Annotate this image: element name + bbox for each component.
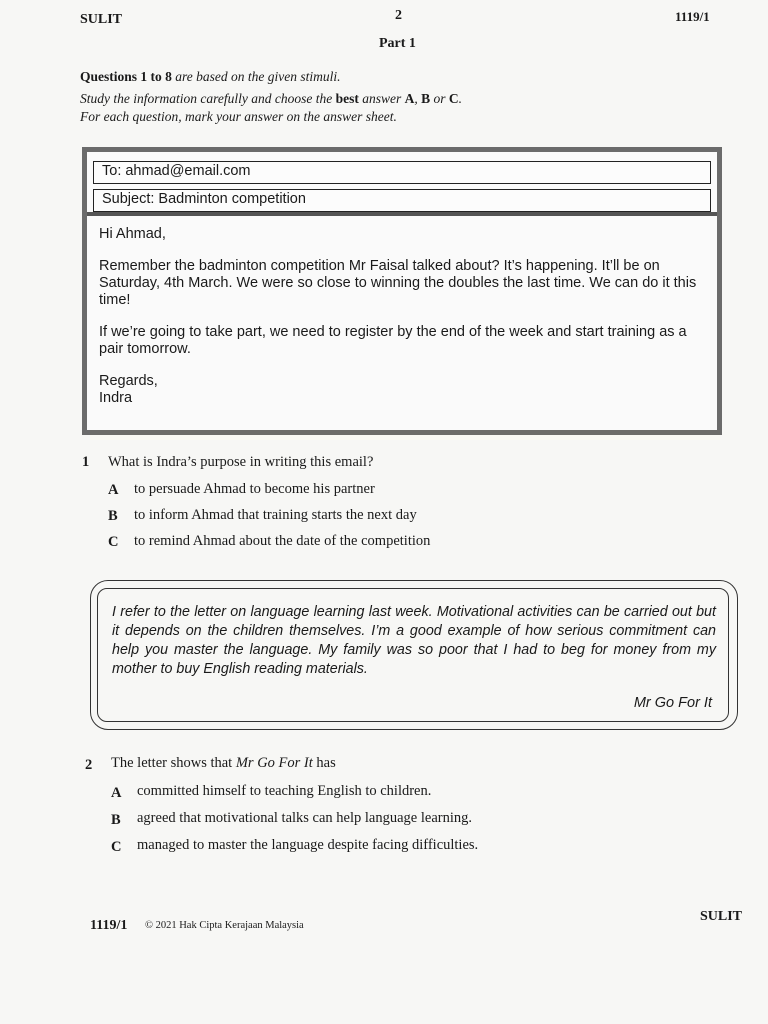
email-stimulus [82, 147, 722, 435]
part-title: Part 1 [379, 36, 416, 51]
instr-C: C [448, 91, 459, 106]
header-sulit: SULIT [80, 12, 123, 27]
q2-option-B-text[interactable]: agreed that motivational talks can help language learning. [137, 810, 472, 826]
page-number: 2 [395, 8, 402, 23]
letter-stimulus [90, 580, 738, 730]
q1-option-A-text[interactable]: to persuade Ahmad to become his partner [134, 481, 375, 497]
email-paragraph-2: If we’re going to take part, we need to register by the end of the week and start training as a pair tomorrow. [99, 324, 687, 357]
question-2-number: 2 [85, 757, 93, 773]
email-greeting: Hi Ahmad, [99, 226, 166, 242]
instr-mark: For each question, mark your answer on the answer sheet. [80, 109, 397, 124]
letter-text: I refer to the letter on language learning last week. Motivational activities can be carried out but it depends on the children themselves. I’m a good example of how serious commitment can help you master the language. My family was so poor that I had to beg for money from my mother to buy English reading materials. [112, 604, 716, 677]
email-to-field: To: ahmad@email.com [93, 161, 711, 184]
instr-or: or [430, 91, 449, 106]
email-subject-field: Subject: Badminton competition [93, 189, 711, 212]
q1-option-C-text[interactable]: to remind Ahmad about the date of the competition [134, 533, 431, 549]
q2-option-A-text[interactable]: committed himself to teaching English to children. [137, 783, 432, 799]
question-2 [85, 755, 725, 855]
instr-best: best [335, 91, 359, 106]
q1-option-C-letter[interactable]: C [108, 534, 119, 550]
email-body [99, 226, 711, 407]
footer-paper-code: 1119/1 [90, 918, 128, 933]
q2-option-C-letter[interactable]: C [111, 839, 122, 855]
question-1 [82, 454, 722, 554]
q2-text-name: Mr Go For It [235, 755, 313, 771]
instr-period: . [458, 91, 462, 106]
q1-option-B-text[interactable]: to inform Ahmad that training starts the next day [134, 507, 417, 523]
q2-option-A-letter[interactable]: A [111, 785, 122, 801]
email-closing: Regards, [99, 373, 158, 389]
instr-A: A [404, 91, 415, 106]
instr-questions: Questions 1 to 8 [80, 69, 172, 84]
paper-code: 1119/1 [675, 9, 710, 24]
instr-stimuli: are based on the given stimuli. [171, 69, 341, 84]
question-1-text: What is Indra’s purpose in writing this email? [108, 454, 374, 470]
instructions [80, 68, 462, 126]
question-1-number: 1 [82, 454, 90, 470]
footer-sulit: SULIT [700, 909, 743, 924]
email-paragraph-1: Remember the badminton competition Mr Faisal talked about? It’s happening. It’ll be on Saturday, 4th March. We were so close to winning the doubles the last time. We can do it this time! [99, 258, 697, 308]
letter-inner-frame [97, 588, 729, 722]
instr-answer: answer [358, 91, 405, 106]
question-2-text [111, 755, 336, 772]
instr-B: B [421, 91, 431, 106]
letter-signature: Mr Go For It [633, 695, 712, 711]
q2-text-end: has [312, 755, 336, 771]
q2-text-start: The letter shows that [111, 755, 236, 771]
q2-option-C-text[interactable]: managed to master the language despite facing difficulties. [137, 837, 479, 853]
email-divider [87, 212, 717, 216]
footer-copyright: © 2021 Hak Cipta Kerajaan Malaysia [145, 920, 304, 931]
q1-option-B-letter[interactable]: B [108, 508, 118, 524]
instr-comma: , [414, 91, 422, 106]
q1-option-A-letter[interactable]: A [108, 482, 119, 498]
email-sender: Indra [99, 390, 133, 406]
q2-option-B-letter[interactable]: B [111, 812, 121, 828]
instr-study: Study the information carefully and choose the [80, 91, 336, 106]
